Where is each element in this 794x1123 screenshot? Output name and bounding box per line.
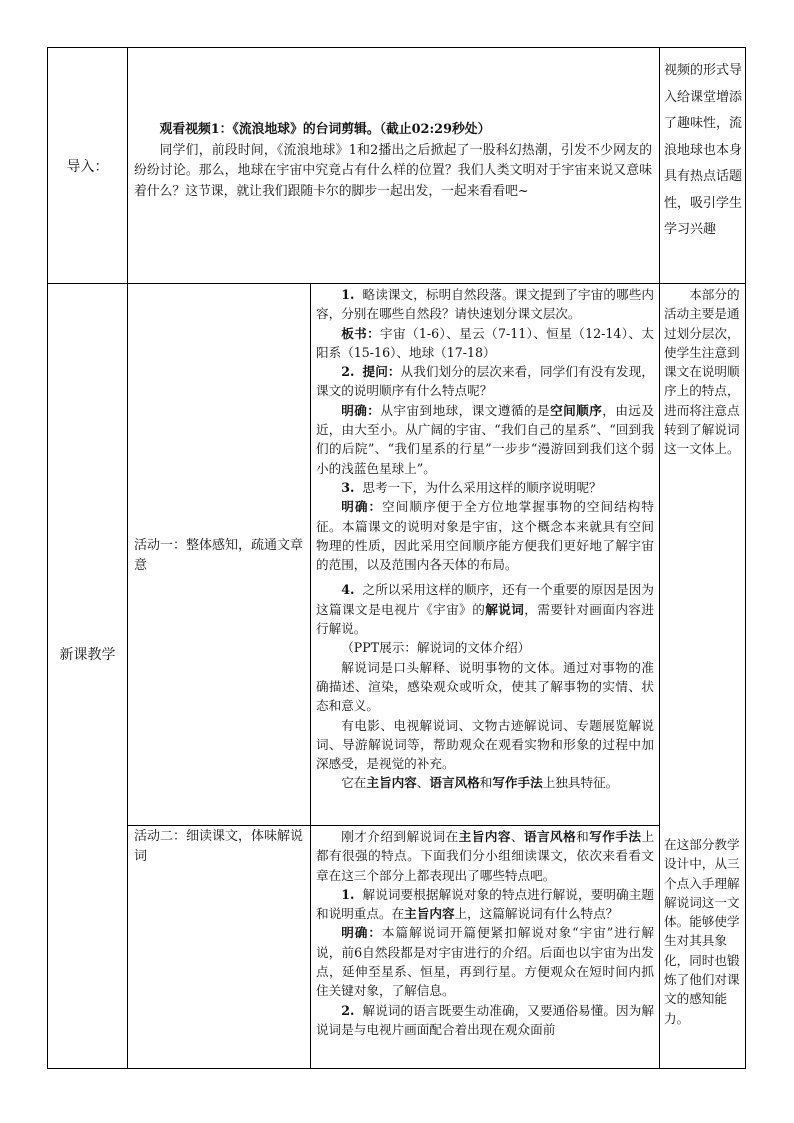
q2-text: 从我们划分的层次来看，同学们有没有发现，课文的说明顺序有什么特点呢？: [316, 364, 654, 399]
a2-a1-label: 明确：: [341, 925, 382, 941]
intro-label-text: 导入：: [66, 158, 109, 175]
board-text: 宇宙（1-6）、星云（7-11）、恒星（12-14）、太阳系（15-16）、地球（17-18）: [316, 325, 654, 360]
q4-number: 4.: [341, 582, 355, 598]
a2-q1-text: 上，这篇解说词有什么特点？: [454, 906, 619, 922]
a2-label: 明确：: [341, 402, 381, 418]
features-bold: 写作手法: [492, 775, 543, 791]
section-label: [48, 284, 127, 1024]
q4-text: 之所以采用这样的顺序，还有一个重要的原因是因为这篇课文是电视片《宇宙》的: [316, 582, 654, 617]
table-divider: [310, 283, 311, 1069]
a2-intro-bold: 主旨内容: [458, 829, 511, 844]
a2-intro-sep: 和: [576, 829, 590, 844]
activity1-note-text: 本部分的活动主要是通过划分层次，使学生注意到课文在说明顺序上的特点，进而将注意点转到了解说词这一文体上。: [664, 287, 740, 457]
a2-q1-bold: 主旨内容: [404, 906, 455, 922]
a3-text: 空间顺序便于全方位地掌握事物的空间结构特征。本篇课文的说明对象是宇宙，这个概念本来就具有空间物理的性质，因此采用空间顺序能方便我们更好地了解宇宙的范围，以及范围内各天体的布局。: [316, 499, 654, 573]
types-paragraph: 有电影、电视解说词、文物古迹解说词、专题展览解说词、导游解说词等，帮助观众在观看实物和形象的过程中加深感受，是视觉的补充。: [316, 717, 654, 772]
a2-intro-bold: 语言风格: [523, 829, 577, 844]
intro-paragraph: 同学们，前段时间，《流浪地球》1和2播出之后掀起了一股科幻热潮，引发不少网友的纷纷讨论。那么，地球在宇宙中究竟占有什么样的位置？我们人类文明对于宇宙来说又意味着什么？这节课，就让我们跟随卡尔的脚步一起出发，一起来看看吧~: [134, 142, 652, 199]
features-text: 它在: [341, 775, 367, 791]
a2-bold: 空间顺序: [550, 402, 603, 418]
q3-text: 思考一下，为什么采用这样的顺序说明呢？: [362, 479, 602, 495]
table-divider: [127, 825, 659, 826]
a2-q2-text: 解说词的语言既要生动准确，又要通俗易懂。因为解说词是与电视片画面配合着出现在观众面前: [316, 1002, 654, 1037]
q4-bold: 解说词: [485, 601, 525, 617]
features-sep: 、: [416, 775, 430, 791]
a2-text: 从宇宙到地球，课文遵循的是: [380, 402, 551, 418]
activity2-title: [134, 827, 306, 866]
activity1-title-text: 活动一：整体感知，疏通文章意: [134, 538, 304, 573]
definition-paragraph: 解说词是口头解释、说明事物的文体。通过对事物的准确描述、渲染，感染观众或听众，使其了解事物的实情、状态和意义。: [316, 659, 654, 714]
table-divider: [127, 47, 128, 1069]
a2-q2-number: 2.: [341, 1002, 355, 1018]
activity2-note-text: 在这部分教学设计中，从三个点入手理解解说词这一文体。能够使学生对其具象化，同时也锻炼了他们对课文的感知能力。: [664, 837, 740, 1026]
activity2-title-text: 活动二：细读课文，体味解说词: [134, 829, 304, 864]
activity1-content: [316, 285, 654, 823]
intro-note: [664, 58, 742, 280]
a2-intro-text: 上都有很强的特点。下面我们分小组细读课文，依次来看看文章在这三个部分上都表现出了哪些特点吧。: [316, 829, 654, 883]
intro-note-text: 视频的形式导入给课堂增添了趣味性，流浪地球也本身具有热点话题性，吸引学生学习兴趣: [664, 63, 742, 237]
a2-q1-number: 1.: [341, 886, 355, 902]
q4-text: ，需要针对画面内容进行解说。: [316, 601, 654, 637]
a3-label: 明确：: [341, 499, 383, 515]
a2-a1-text: 本篇解说词开篇便紧扣解说对象“宇宙”进行解说，前6自然段都是对宇宙进行的介绍。后面也以宇宙为出发点，延伸至星系、恒星，再到行星。方便观众在短时间内抓住关键对象，了解信息。: [316, 925, 654, 999]
board-label: 板书：: [341, 325, 381, 341]
features-sep: 和: [479, 775, 493, 791]
activity2-note: [664, 835, 742, 1067]
q1-text: 略读课文，标明自然段落。课文提到了宇宙的哪些内容，分别在哪些自然段？请快速划分课文层次。: [316, 287, 654, 322]
features-text: 上独具特征。: [542, 775, 619, 791]
table-divider: [659, 47, 660, 1069]
q2-label: 提问：: [362, 364, 401, 380]
activity1-title: [134, 536, 306, 575]
q1-number: 1.: [341, 287, 355, 302]
section-label-text: 新课教学: [59, 647, 116, 663]
q2-number: 2.: [341, 364, 355, 380]
features-bold: 主旨内容: [366, 775, 417, 791]
features-bold: 语言风格: [429, 775, 480, 791]
a2-text: ，由远及近，由大至小。从广阔的宇宙、“我们自己的星系”、“回到我们的后院”、“我们星系的行星”一步步“漫游回到我们这个弱小的浅蓝色星球上”。: [316, 402, 654, 476]
intro-label: [48, 48, 127, 283]
a2-intro-bold: 写作手法: [589, 829, 642, 844]
intro-video-line: 观看视频1：《流浪地球》的台词剪辑。（截止02:29秒处）: [159, 122, 491, 137]
a2-q1-text: 解说词要根据解说对象的特点进行解说，要明确主题和说明重点。在: [316, 886, 654, 922]
activity1-note: [664, 285, 742, 823]
table-divider: [47, 283, 746, 284]
q3-number: 3.: [341, 479, 355, 495]
ppt-note: （PPT展示：解说词的文体介绍）: [341, 640, 531, 656]
activity2-content: [316, 827, 654, 1067]
a2-intro-sep: 、: [510, 829, 524, 844]
a2-intro-text: 刚才介绍到解说词在: [341, 829, 459, 844]
intro-content: [134, 120, 652, 280]
